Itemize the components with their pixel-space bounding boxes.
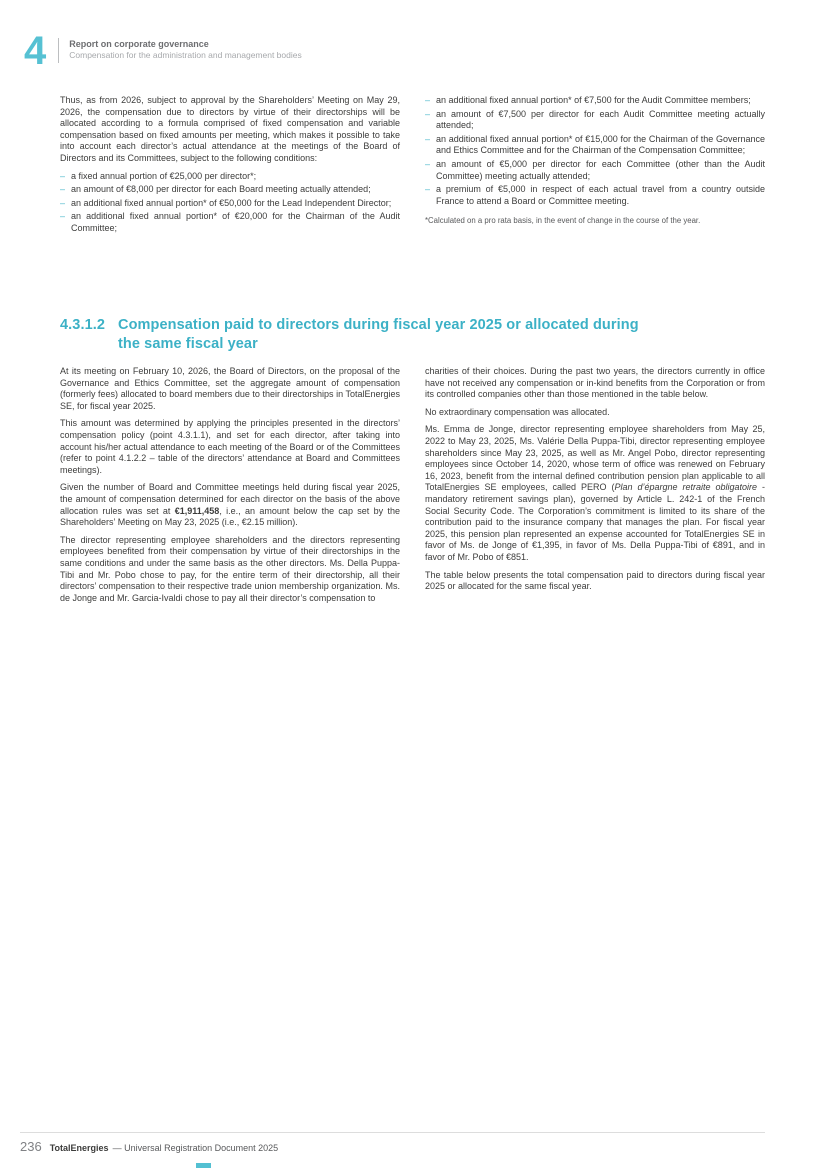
list-item-text: a premium of €5,000 in respect of each actual travel from a country outside France to attend a Board or Committee meeting. (436, 184, 765, 206)
highlighted-amount: €1,911,458 (174, 505, 220, 516)
section-compensation-paid (60, 366, 765, 610)
list-item (60, 171, 400, 183)
paragraph (425, 424, 765, 563)
paragraph-text: Ms. Emma de Jonge, director representing employee shareholders from May 25, 2022 to May 23, 2025, Ms. Valérie Della Puppa-Tibi, director representing employee shareholders since May 23, 2025, as well as Mr. Angel Pobo, director representing employees since October 14, 2020, whose term of office was renewed on February 16, 2023, benefit from the internal defined contribution pension plan applicable to all TotalEnergies SE employees, called PERO ( (425, 424, 765, 493)
paragraph: Thus, as from 2026, subject to approval by the Shareholders’ Meeting on May 29, 2026, the compensation due to directors by virtue of their directorships will be allocated according to a formula comprised of fixed compensation and variable compensation based on fixed amounts per meeting, which makes it possible to take into account each director’s actual attendance at the meetings of the Board of Directors and its Committees, subject to the following conditions: (60, 95, 400, 163)
list-item (425, 109, 765, 132)
bullet-dash: – (425, 108, 431, 119)
page-number: 236 (20, 1139, 42, 1154)
bullet-list (60, 171, 400, 235)
bullet-dash: – (425, 158, 431, 169)
paragraph: charities of their choices. During the past two years, the directors currently in office have not received any compensation or in-kind benefits from the Corporation or from its controlled companies other than those mentioned in the table below. (425, 366, 765, 400)
list-item (60, 211, 400, 234)
page-header (24, 29, 302, 73)
list-item (60, 198, 400, 210)
list-item-text: an amount of €8,000 per director for each Board meeting actually attended; (71, 184, 371, 195)
page-footer (20, 1139, 278, 1154)
list-item-text: an additional fixed annual portion* of €15,000 for the Chairman of the Governance and Ethics Committee and for the Chairman of the Compensation Committee; (436, 133, 765, 156)
paragraph-text: Given the number of Board and Committee meetings held during fiscal year 2025, the amount of compensation determined for each director on the basis of the above allocation rules was set at (60, 482, 400, 516)
section-heading-number: 4.3.1.2 (60, 317, 106, 333)
list-item-text: an additional fixed annual portion* of €20,000 for the Chairman of the Audit Committee; (71, 211, 400, 233)
header-text (69, 34, 301, 61)
section-heading (60, 316, 765, 353)
footnote: *Calculated on a pro rata basis, in the event of change in the course of the year. (425, 216, 701, 226)
header-subtitle: Compensation for the administration and management bodies (69, 50, 302, 60)
section-heading-line1: Compensation paid to directors during fiscal year 2025 or allocated during (118, 317, 639, 333)
left-column (60, 95, 400, 237)
list-item-text: an additional fixed annual portion* of €7,500 for the Audit Committee members; (436, 95, 751, 105)
section-heading-text (118, 316, 639, 353)
footer-doc-title: — Universal Registration Document 2025 (112, 1143, 279, 1153)
paragraph (60, 482, 400, 528)
section-heading-line2: the same fiscal year (118, 335, 258, 352)
paragraph-text: , i.e., an amount below the cap set by the Shareholders’ Meeting on May 23, 2025 (i.e., €2.15 million). (60, 505, 400, 528)
bullet-dash: – (425, 184, 431, 195)
list-item-text: an additional fixed annual portion* of €50,000 for the Lead Independent Director; (71, 197, 392, 208)
left-column (60, 366, 400, 610)
list-item (425, 95, 765, 107)
footer-brand: TotalEnergies (49, 1143, 109, 1153)
list-item (425, 159, 765, 182)
header-title: Report on corporate governance (69, 39, 209, 49)
bullet-dash: – (60, 197, 66, 208)
paragraph: The table below presents the total compensation paid to directors during fiscal year 2025 or allocated for the same fiscal year. (425, 569, 765, 592)
italic-term: Plan d’épargne retraite obligatoire (614, 482, 758, 493)
paragraph-text: - mandatory retirement savings plan), governed by Article L. 242-1 of the French Social Security Code. The Corporation’s commitment is limited to its share of the contribution paid to the insurance company that manages the plan. For fiscal year 2025, this pension plan represented an expense accounted for TotalEnergies SE in favor of Ms. de Jonge of €1,395, in favor of Ms. Della Puppa-Tibi of €891, and in favor of Mr. Pobo of €851. (425, 482, 765, 562)
bullet-dash: – (60, 211, 66, 222)
bullet-dash: – (425, 95, 431, 105)
footer-divider (20, 1132, 765, 1133)
bullet-list (425, 95, 765, 207)
page-edge-mark (196, 1163, 211, 1168)
list-item (425, 184, 765, 207)
paragraph: No extraordinary compensation was allocated. (425, 406, 610, 417)
paragraph: At its meeting on February 10, 2026, the Board of Directors, on the proposal of the Governance and Ethics Committee, set the aggregate amount of compensation (formerly fees) allocated to board members due to their directorships in TotalEnergies SE, for fiscal year 2025. (60, 366, 400, 411)
chapter-number: 4 (24, 29, 46, 73)
list-item (425, 134, 765, 157)
paragraph: The director representing employee shareholders and the directors representing employees benefited from their compensation by virtue of their directorships in the same conditions and under the same basis as the other directors. Ms. Della Puppa-Tibi and Mr. Pobo chose to pay, for the entire term of their directorship, all their directors’ compensation to their respective trade union membership organization. Ms. de Jonge and Mr. Garcia-Ivaldi chose to pay all their director’s compensation to (60, 534, 400, 603)
list-item-text: a fixed annual portion of €25,000 per director*; (71, 170, 257, 181)
bullet-dash: – (425, 133, 431, 144)
list-item-text: an amount of €7,500 per director for each Audit Committee meeting actually attended; (436, 108, 765, 131)
bullet-dash: – (60, 170, 66, 181)
list-item-text: an amount of €5,000 per director for each Committee (other than the Audit Committee) meeting actually attended; (436, 158, 765, 181)
section-conditions (60, 95, 765, 237)
right-column (425, 366, 765, 610)
bullet-dash: – (60, 184, 66, 195)
paragraph: This amount was determined by applying the principles presented in the directors’ compensation policy (point 4.3.1.1), and set for each director, after taking into account his/her actual attendance to each meeting of the Board or of the Committees (refer to point 4.1.2.2 – table of the directors’ attendance at Board and Committees meetings). (60, 418, 400, 475)
list-item (60, 184, 400, 196)
header-divider (58, 38, 59, 63)
right-column (425, 95, 765, 237)
